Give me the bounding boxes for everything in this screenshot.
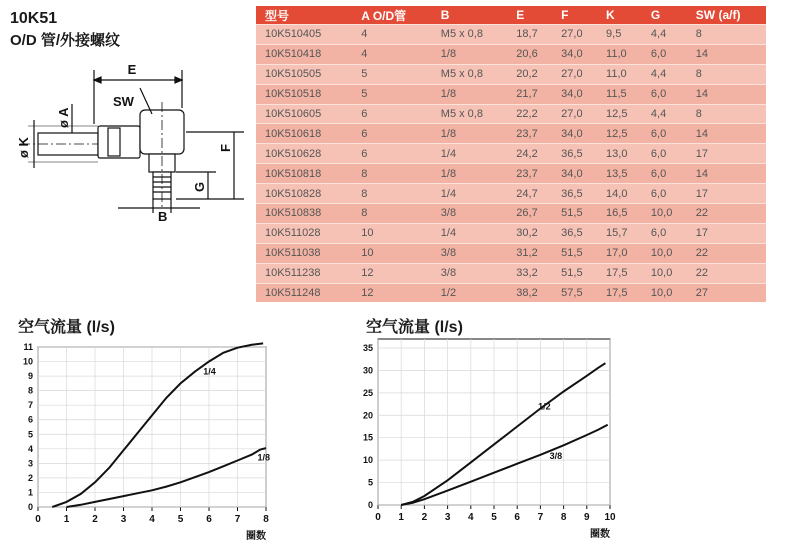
table-cell: 14 <box>687 84 766 104</box>
table-cell: 10K510505 <box>256 64 352 84</box>
table-header-row <box>256 6 766 25</box>
tick-label-x: 6 <box>514 512 520 523</box>
table-cell: 11,0 <box>597 64 642 84</box>
tick-label-x: 3 <box>444 512 451 523</box>
table-row <box>256 223 766 243</box>
table-cell: 22,2 <box>507 104 552 124</box>
table-cell: 1/4 <box>432 223 508 243</box>
product-subtitle: O/D 管/外接螺纹 <box>10 32 121 49</box>
table-cell: 1/8 <box>432 124 508 144</box>
table-cell: 10K511028 <box>256 223 352 243</box>
table-cell: 10K510518 <box>256 84 352 104</box>
column-header: B <box>432 6 508 25</box>
table-cell: 10K510618 <box>256 124 352 144</box>
x-axis-label: 圈数 <box>590 529 610 540</box>
table-cell: 10K510605 <box>256 104 352 124</box>
table-body <box>256 25 766 303</box>
tick-label-x: 5 <box>177 514 184 525</box>
table-cell: 10,0 <box>642 243 687 263</box>
tick-label-y: 5 <box>27 429 33 440</box>
tick-label-x: 1 <box>398 512 404 523</box>
table-cell: 34,0 <box>552 84 597 104</box>
table-row <box>256 84 766 104</box>
table-cell: 1/8 <box>432 164 508 184</box>
table-cell: 3/8 <box>432 263 508 283</box>
tick-label-y: 0 <box>27 502 33 512</box>
column-header: F <box>552 6 597 25</box>
table-cell: 6,0 <box>642 44 687 64</box>
table-cell: 5 <box>352 84 431 104</box>
dim-label-f: F <box>218 144 233 152</box>
dim-label-k: ø K <box>16 137 31 158</box>
table-cell: 23,7 <box>507 124 552 144</box>
table-cell: 16,5 <box>597 204 642 224</box>
table-cell: 33,2 <box>507 263 552 283</box>
chart-2 <box>350 336 630 548</box>
tick-label-y: 8 <box>27 385 33 396</box>
table-cell: 8 <box>687 25 766 45</box>
tick-label-x: 2 <box>92 514 98 525</box>
table-cell: 27,0 <box>552 64 597 84</box>
table-cell: 6 <box>352 104 431 124</box>
dim-label-g: G <box>192 181 207 192</box>
tick-label-y: 20 <box>362 410 373 421</box>
table-cell: 4,4 <box>642 104 687 124</box>
tick-label-x: 2 <box>421 512 428 523</box>
table-cell: 10,0 <box>642 204 687 224</box>
tick-label-x: 3 <box>120 514 127 525</box>
table-row <box>256 283 766 302</box>
tick-label-y: 2 <box>27 472 33 483</box>
table-cell: 4 <box>352 25 431 45</box>
table-row <box>256 25 766 45</box>
tick-label-y: 15 <box>362 432 373 443</box>
table-cell: 8 <box>352 184 431 204</box>
table-cell: 17 <box>687 184 766 204</box>
product-code: 10K51 <box>10 10 58 27</box>
tick-label-y: 35 <box>362 342 373 353</box>
collet-ring <box>108 128 120 156</box>
table-row <box>256 64 766 84</box>
table-cell: 18,7 <box>507 25 552 45</box>
table-cell: M5 x 0,8 <box>432 25 508 45</box>
table-cell: 24,2 <box>507 144 552 164</box>
tick-label-y: 6 <box>27 414 33 425</box>
table-cell: 12 <box>352 263 431 283</box>
table-cell: 11,5 <box>597 84 642 104</box>
table-cell: 10K510818 <box>256 164 352 184</box>
tick-label-y: 3 <box>27 458 33 469</box>
table-cell: 24,7 <box>507 184 552 204</box>
dim-label-sw: SW <box>113 94 134 109</box>
table-cell: 27,0 <box>552 25 597 45</box>
table-cell: 17,0 <box>597 243 642 263</box>
table-cell: 51,5 <box>552 243 597 263</box>
table-cell: 31,2 <box>507 243 552 263</box>
table-row <box>256 124 766 144</box>
tick-label-x: 9 <box>584 512 590 523</box>
table-cell: 10,0 <box>642 263 687 283</box>
tick-label-y: 7 <box>27 400 33 411</box>
table-row <box>256 44 766 64</box>
table-cell: 14 <box>687 124 766 144</box>
tick-label-x: 5 <box>491 512 497 523</box>
table-cell: M5 x 0,8 <box>432 104 508 124</box>
table-cell: 57,5 <box>552 283 597 302</box>
table-cell: 26,7 <box>507 204 552 224</box>
table-cell: 4 <box>352 44 431 64</box>
table-row <box>256 104 766 124</box>
table-cell: 6,0 <box>642 164 687 184</box>
table-cell: 13,5 <box>597 164 642 184</box>
x-axis-label: 圈数 <box>246 531 266 542</box>
table-cell: 8 <box>687 104 766 124</box>
table-cell: 22 <box>687 204 766 224</box>
table-cell: 14,0 <box>597 184 642 204</box>
table-cell: 10K510418 <box>256 44 352 64</box>
tick-label-x: 0 <box>375 512 381 523</box>
tick-label-y: 4 <box>27 443 33 454</box>
table-cell: 15,7 <box>597 223 642 243</box>
table-cell: 21,7 <box>507 84 552 104</box>
table-row <box>256 263 766 283</box>
table-cell: 10K510405 <box>256 25 352 45</box>
table-cell: 1/8 <box>432 44 508 64</box>
table-cell: 12 <box>352 283 431 302</box>
table-cell: 12,5 <box>597 104 642 124</box>
table-cell: 17 <box>687 144 766 164</box>
table-cell: 12,5 <box>597 124 642 144</box>
tick-label-x: 8 <box>263 514 269 525</box>
table-cell: 10K510628 <box>256 144 352 164</box>
series-label: 1/2 <box>538 401 551 412</box>
tick-label-x: 4 <box>468 512 474 523</box>
tick-label-y: 10 <box>362 455 373 466</box>
table-row <box>256 144 766 164</box>
table-cell: 11,0 <box>597 44 642 64</box>
table-cell: 4,4 <box>642 25 687 45</box>
table-cell: 27,0 <box>552 104 597 124</box>
table-cell: 6 <box>352 144 431 164</box>
tick-label-y: 10 <box>22 356 33 367</box>
table-cell: 4,4 <box>642 64 687 84</box>
series-label: 1/8 <box>257 452 270 463</box>
table-cell: 10,0 <box>642 283 687 302</box>
column-header: 型号 <box>256 6 352 25</box>
table-cell: 34,0 <box>552 164 597 184</box>
table-cell: 10 <box>352 223 431 243</box>
chart-1-title: 空气流量 (l/s) <box>18 319 115 336</box>
table-cell: 9,5 <box>597 25 642 45</box>
table-row <box>256 164 766 184</box>
table-cell: 34,0 <box>552 124 597 144</box>
table-cell: 10K510838 <box>256 204 352 224</box>
table-cell: 36,5 <box>552 223 597 243</box>
column-header: SW (a/f) <box>687 6 766 25</box>
chart-1 <box>0 336 290 548</box>
tick-label-y: 11 <box>23 342 33 352</box>
fitting-drawing <box>0 58 256 228</box>
table-row <box>256 204 766 224</box>
table-cell: M5 x 0,8 <box>432 64 508 84</box>
table-cell: 8 <box>352 204 431 224</box>
table-cell: 14 <box>687 164 766 184</box>
table-cell: 10 <box>352 243 431 263</box>
table-cell: 36,5 <box>552 184 597 204</box>
table-cell: 6,0 <box>642 184 687 204</box>
table-cell: 6,0 <box>642 124 687 144</box>
column-header: E <box>507 6 552 25</box>
column-header: K <box>597 6 642 25</box>
table-cell: 6,0 <box>642 223 687 243</box>
series-label: 3/8 <box>549 450 563 461</box>
table-row <box>256 184 766 204</box>
table-cell: 6 <box>352 124 431 144</box>
tick-label-x: 0 <box>35 514 41 525</box>
table-cell: 8 <box>352 164 431 184</box>
table-cell: 34,0 <box>552 44 597 64</box>
tick-label-x: 7 <box>537 512 544 523</box>
tick-label-y: 30 <box>362 365 373 376</box>
dim-label-b: B <box>158 209 168 224</box>
tick-label-x: 6 <box>206 514 212 525</box>
table-row <box>256 243 766 263</box>
table-cell: 38,2 <box>507 283 552 302</box>
table-cell: 3/8 <box>432 243 508 263</box>
table-cell: 1/4 <box>432 184 508 204</box>
tick-label-y: 0 <box>367 500 373 510</box>
table-cell: 27 <box>687 283 766 302</box>
dim-label-a: ø A <box>56 107 71 128</box>
table-cell: 51,5 <box>552 204 597 224</box>
tick-label-y: 9 <box>27 371 33 382</box>
table-cell: 17,5 <box>597 263 642 283</box>
tick-label-y: 1 <box>27 487 33 498</box>
tick-label-x: 4 <box>149 514 155 525</box>
table-cell: 1/8 <box>432 84 508 104</box>
tick-label-y: 25 <box>362 387 373 398</box>
column-header: A O/D管 <box>352 6 431 25</box>
series-label: 1/4 <box>203 366 216 377</box>
table-cell: 20,6 <box>507 44 552 64</box>
tick-label-y: 5 <box>367 477 373 488</box>
tick-label-x: 8 <box>560 512 567 523</box>
table-cell: 10K511248 <box>256 283 352 302</box>
table-cell: 14 <box>687 44 766 64</box>
table-cell: 13,0 <box>597 144 642 164</box>
table-cell: 6,0 <box>642 144 687 164</box>
table-cell: 17 <box>687 223 766 243</box>
title-block <box>10 8 120 52</box>
table-cell: 10K511038 <box>256 243 352 263</box>
tick-label-x: 7 <box>234 514 241 525</box>
table-cell: 1/4 <box>432 144 508 164</box>
table-cell: 6,0 <box>642 84 687 104</box>
tick-label-x: 1 <box>63 514 70 525</box>
table-cell: 3/8 <box>432 204 508 224</box>
table-cell: 20,2 <box>507 64 552 84</box>
spec-table <box>256 6 766 302</box>
tick-label-x: 10 <box>604 512 616 523</box>
table-cell: 10K511238 <box>256 263 352 283</box>
table-cell: 22 <box>687 243 766 263</box>
table-cell: 51,5 <box>552 263 597 283</box>
dim-label-e: E <box>127 62 137 77</box>
table-cell: 22 <box>687 263 766 283</box>
column-header: G <box>642 6 687 25</box>
table-cell: 8 <box>687 64 766 84</box>
table-cell: 10K510828 <box>256 184 352 204</box>
table-cell: 5 <box>352 64 431 84</box>
table-cell: 23,7 <box>507 164 552 184</box>
chart-2-title: 空气流量 (l/s) <box>366 319 463 336</box>
table-cell: 17,5 <box>597 283 642 302</box>
table-cell: 1/2 <box>432 283 508 302</box>
table-cell: 36,5 <box>552 144 597 164</box>
table-cell: 30,2 <box>507 223 552 243</box>
